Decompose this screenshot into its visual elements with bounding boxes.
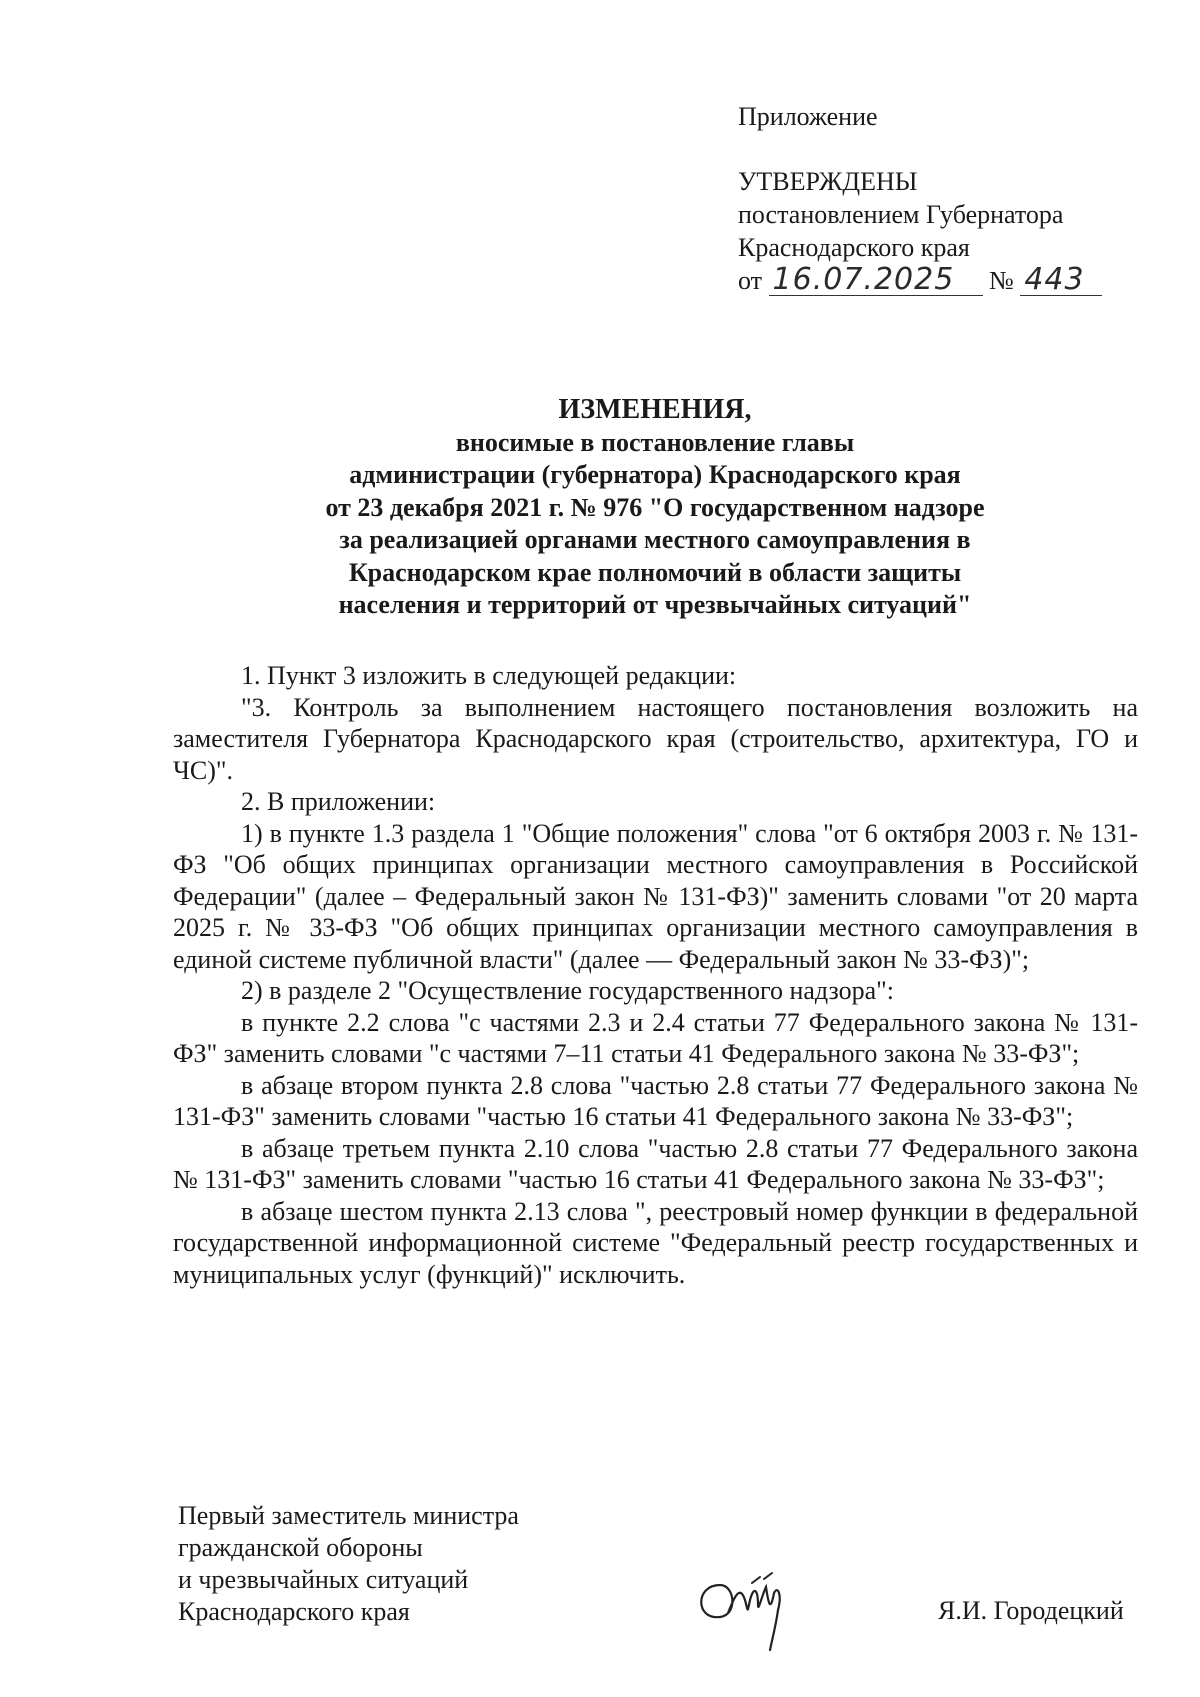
signatory-position (178, 1500, 519, 1628)
paragraph: 2. В приложении: (241, 787, 436, 816)
paragraph: в пункте 2.2 слова "с частями 2.3 и 2.4 статьи 77 Федерального закона № 131-ФЗ" заменить словами "с частями 7–11 статьи 41 Федерального закона № 33-ФЗ"; (173, 1007, 1138, 1068)
decree-date-handwritten: 16.07.2025 (769, 265, 983, 296)
position-line: гражданской обороны (178, 1533, 423, 1562)
decree-number-handwritten: 443 (1020, 265, 1102, 296)
title-line: администрации (губернатора) Краснодарского края (349, 460, 961, 489)
document-title (160, 394, 1150, 622)
position-line: Первый заместитель министра (178, 1501, 519, 1530)
paragraph: в абзаце втором пункта 2.8 слова "частью 2.8 статьи 77 Федерального закона № 131-ФЗ" заменить словами "частью 16 статьи 41 Федерального закона № 33-ФЗ"; (173, 1070, 1138, 1131)
number-prefix: № (989, 266, 1014, 295)
decree-line-1: постановлением Губернатора (738, 200, 1064, 229)
paragraph: 1) в пункте 1.3 раздела 1 "Общие положения" слова "от 6 октября 2003 г. № 131-ФЗ "Об общих принципах организации местного самоуправления в Российской Федерации" (далее – Федеральный закон № 131-ФЗ)" заменить словами "от 20 марта 2025 г. № 33-ФЗ "Об общих принципах организации местного самоуправления в единой системе публичной власти" (далее — Федеральный закон № 33-ФЗ)"; (173, 818, 1138, 974)
paragraph: 2) в разделе 2 "Осуществление государственного надзора": (241, 976, 894, 1005)
approval-block (738, 100, 1102, 297)
title-main: ИЗМЕНЕНИЯ, (558, 394, 752, 425)
decree-line-2: Краснодарского края (738, 233, 970, 262)
title-line: населения и территорий от чрезвычайных ситуаций" (338, 590, 972, 619)
signatory-name: Я.И. Городецкий (938, 1596, 1124, 1625)
paragraph: 1. Пункт 3 изложить в следующей редакции: (241, 661, 737, 690)
decree-date-line (738, 264, 1102, 297)
paragraph: в абзаце шестом пункта 2.13 слова ", реестровый номер функции в федеральной государственной информационной системе "Федеральный реестр государственных и муниципальных услуг (функций)" исключить. (173, 1196, 1138, 1289)
title-line: за реализацией органами местного самоуправления в (339, 525, 971, 554)
position-line: и чрезвычайных ситуаций (178, 1565, 469, 1594)
approved-label: УТВЕРЖДЕНЫ (738, 167, 918, 196)
title-line: от 23 декабря 2021 г. № 976 "О государственном надзоре (325, 492, 985, 522)
position-line: Краснодарского края (178, 1597, 410, 1626)
date-prefix: от (738, 266, 763, 295)
document-body (173, 660, 1138, 1290)
title-line: вносимые в постановление главы (455, 427, 855, 457)
paragraph: в абзаце третьем пункта 2.10 слова "частью 2.8 статьи 77 Федерального закона № 131-ФЗ" заменить словами "частью 16 статьи 41 Федерального закона № 33-ФЗ"; (173, 1133, 1138, 1194)
appendix-label: Приложение (738, 102, 878, 131)
handwritten-signature-icon (690, 1555, 810, 1665)
paragraph: "3. Контроль за выполнением настоящего постановления возложить на заместителя Губернатора Краснодарского края (строительство, архитектура, ГО и ЧС)". (173, 692, 1138, 785)
title-line: Краснодарском крае полномочий в области защиты (348, 557, 962, 587)
